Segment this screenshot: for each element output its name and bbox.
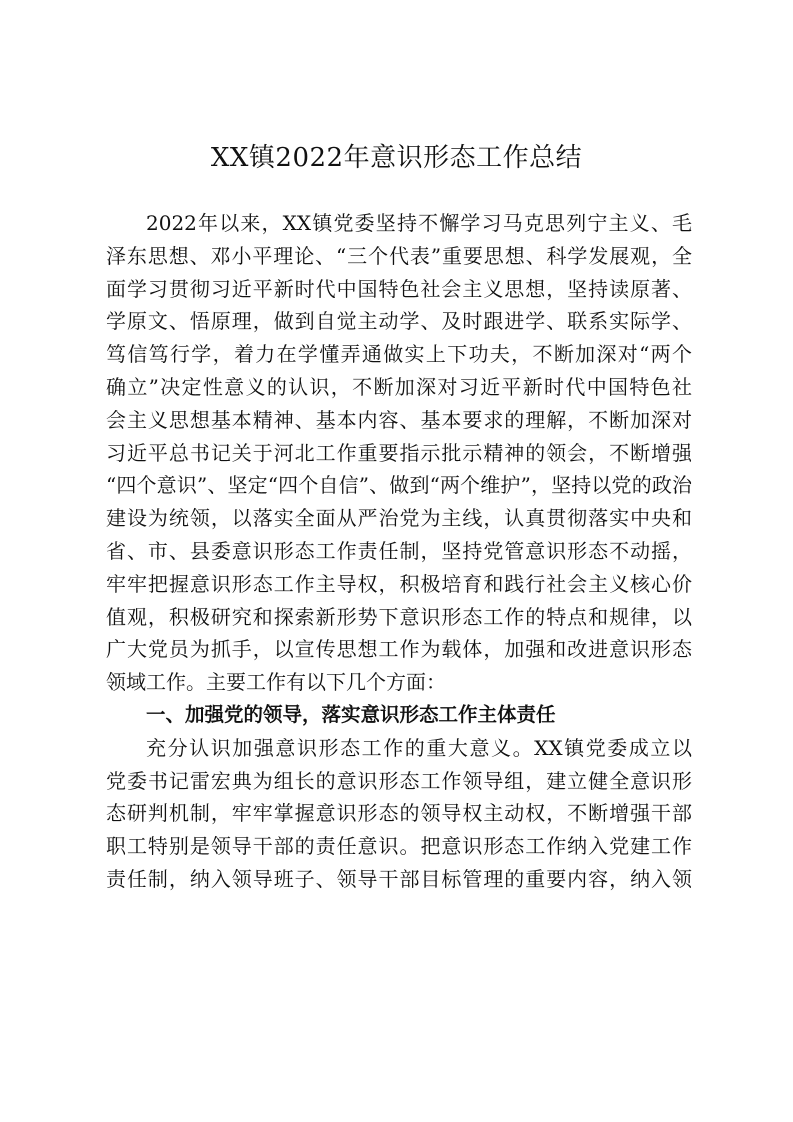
paragraph-line: 职工特别是领导干部的责任意识。把意识形态工作纳入党建工作 [106,834,692,859]
paragraph-line: 学原文、悟原理，做到自觉主动学、及时跟进学、联系实际学、 [106,309,692,334]
paragraph-line: 习近平总书记关于河北工作重要指示批示精神的领会，不断增强 [106,440,692,465]
paragraph-line: 责任制，纳入领导班子、领导干部目标管理的重要内容，纳入领 [106,866,692,891]
document-title: XX镇2022年意识形态工作总结 [210,143,583,173]
paragraph-line: 广大党员为抓手，以宣传思想工作为载体，加强和改进意识形态 [106,637,692,662]
paragraph-line: 值观，积极研究和探索新形势下意识形态工作的特点和规律，以 [106,604,692,629]
paragraph-line: 充分认识加强意识形态工作的重大意义。XX镇党委成立以 [146,735,692,760]
paragraph-line: “四个意识”、坚定“四个自信”、做到“两个维护”，坚持以党的政治 [106,473,692,498]
paragraph-line: 建设为统领，以落实全面从严治党为主线，认真贯彻落实中央和 [106,506,692,531]
document-body [106,207,692,896]
section-heading: 一、加强党的领导，落实意识形态工作主体责任 [146,702,556,726]
paragraph-line: 态研判机制，牢牢掌握意识形态的领导权主动权，不断增强干部 [106,801,692,826]
paragraph-line: 笃信笃行学，着力在学懂弄通做实上下功夫，不断加深对“两个 [106,342,692,367]
paragraph-line: 省、市、县委意识形态工作责任制，坚持党管意识形态不动摇， [106,538,692,563]
paragraph-line: 会主义思想基本精神、基本内容、基本要求的理解，不断加深对 [106,407,692,432]
paragraph-line: 确立”决定性意义的认识，不断加深对习近平新时代中国特色社 [106,374,692,399]
paragraph-line: 2022年以来，XX镇党委坚持不懈学习马克思列宁主义、毛 [146,211,692,235]
paragraph-line: 泽东思想、邓小平理论、“三个代表”重要思想、科学发展观，全 [106,243,692,268]
paragraph-line: 党委书记雷宏典为组长的意识形态工作领导组，建立健全意识形 [106,768,692,793]
paragraph-line: 领域工作。主要工作有以下几个方面： [106,670,446,695]
paragraph-line: 面学习贯彻习近平新时代中国特色社会主义思想，坚持读原著、 [106,276,692,301]
paragraph-line: 牢牢把握意识形态工作主导权，积极培育和践行社会主义核心价 [106,571,692,596]
